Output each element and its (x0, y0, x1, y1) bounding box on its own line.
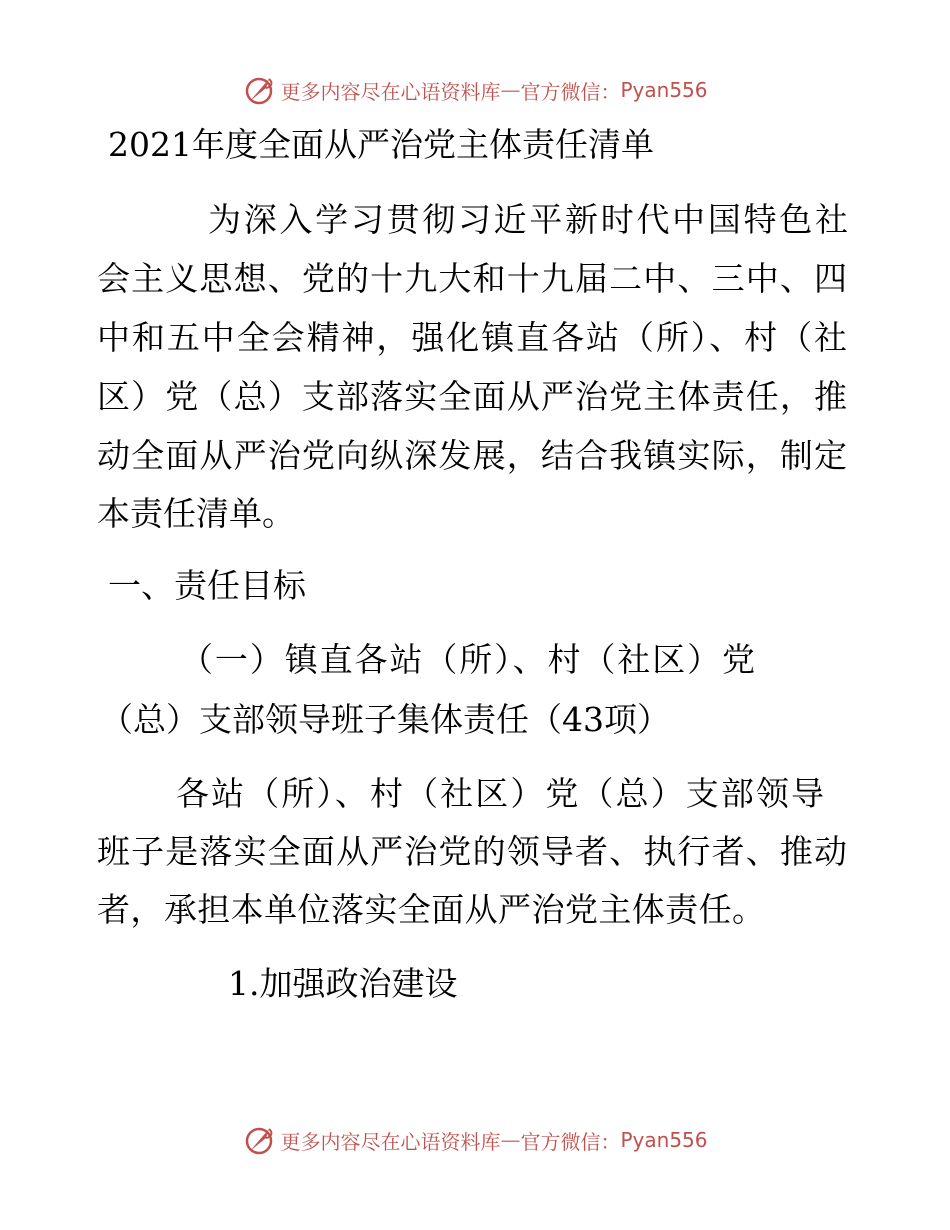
intro-line: 动全面从严治党向纵深发展，结合我镇实际，制定 (97, 436, 847, 475)
body-line: 各站（所）、村（社区）党（总）支部领导 (176, 774, 824, 813)
document-title: 2021年度全面从严治党主体责任清单 (108, 125, 654, 164)
subsection-heading: （总）支部领导班子集体责任（43项） (100, 700, 670, 739)
watermark-separator: — (500, 78, 521, 102)
watermark-header (0, 70, 950, 110)
intro-line: 会主义思想、党的十九大和十九届二中、三中、四 (97, 259, 847, 298)
intro-line: 中和五中全会精神，强化镇直各站（所）、村（社 (97, 318, 847, 357)
intro-line: 为深入学习贯彻习近平新时代中国特色社 (208, 200, 848, 239)
watermark-id: Pyan556 (620, 1128, 708, 1152)
watermark-label: 官方微信： (520, 79, 621, 104)
body-line: 班子是落实全面从严治党的领导者、执行者、推动 (97, 832, 847, 871)
intro-line: 区）党（总）支部落实全面从严治党主体责任，推 (97, 377, 847, 416)
section-heading: 一、责任目标 (108, 566, 306, 605)
subsection-heading: （一）镇直各站（所）、村（社区）党 (180, 640, 755, 679)
watermark-text: 更多内容尽在心语资料库 (280, 1129, 501, 1154)
watermark-footer (0, 1120, 950, 1160)
item-heading: 1.加强政治建设 (228, 964, 458, 1003)
watermark-separator: — (500, 1128, 521, 1152)
feather-logo-icon (242, 73, 276, 107)
intro-line: 本责任清单。 (97, 494, 295, 533)
watermark-text: 更多内容尽在心语资料库 (280, 79, 501, 104)
feather-logo-icon (242, 1123, 276, 1157)
watermark-label: 官方微信： (520, 1129, 621, 1154)
body-line: 者，承担本单位落实全面从严治党主体责任。 (97, 890, 765, 929)
watermark-id: Pyan556 (620, 78, 708, 102)
